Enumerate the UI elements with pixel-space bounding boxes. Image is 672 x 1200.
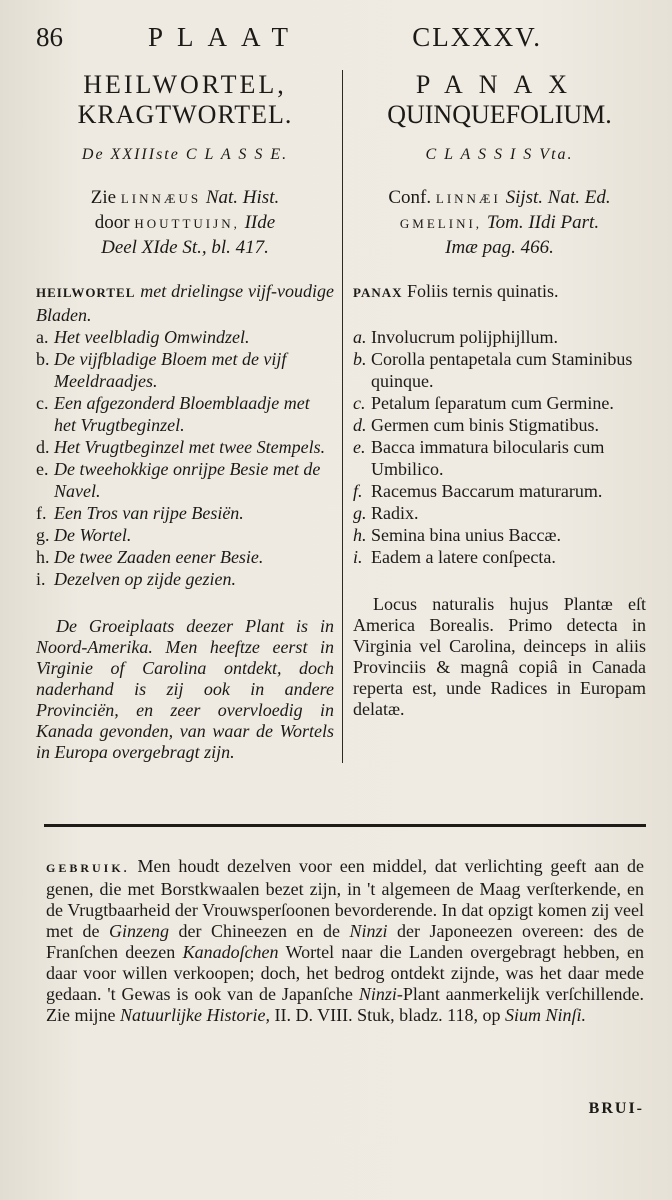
latin-title-line1: PANAX xyxy=(415,70,584,99)
horizontal-rule xyxy=(44,824,646,827)
legend-item-text: Corolla pentapetala cum Staminibus quinque. xyxy=(371,349,633,391)
latin-legend-item xyxy=(353,436,646,480)
dutch-reference: Zie LINNÆUS Nat. Hist. door HOUTTUIJN, IIde Deel XIde St., bl. 417. xyxy=(90,187,280,258)
latin-legend-item xyxy=(353,414,646,436)
dutch-legend-item xyxy=(36,458,334,502)
dutch-legend-item xyxy=(36,546,334,568)
catchword: BRUI- xyxy=(588,1100,644,1117)
dutch-legend-item xyxy=(36,502,334,524)
dutch-legend-item xyxy=(36,524,334,546)
latin-title-line2: QUINQUEFOLIUM. xyxy=(387,100,612,129)
legend-item-text: De tweehokkige onrijpe Besie met de Navel. xyxy=(54,459,321,501)
legend-item-text: De vijfbladige Bloem met de vijf Meeldraadjes. xyxy=(54,349,287,391)
legend-item-text: Semina bina unius Baccæ. xyxy=(371,525,561,545)
legend-item-label: d. xyxy=(353,415,367,435)
legend-item-label: e. xyxy=(353,437,366,457)
legend-item-text: Racemus Baccarum maturarum. xyxy=(371,481,603,501)
legend-item-text: Petalum ſeparatum cum Germine. xyxy=(371,393,614,413)
dutch-title-line2: KRAGTWORTEL. xyxy=(77,100,293,129)
plate-number: CLXXXV. xyxy=(412,22,542,52)
latin-locus: Locus naturalis hujus Plantæ eſt America Borealis. Primo detecta in Virginia vel Carolina, deinceps in aliis Provinciis & magnâ copiâ in Canada reperta est, unde Radices in Europam delatæ. xyxy=(353,594,646,719)
latin-legend-item xyxy=(353,348,646,392)
legend-item-label: f. xyxy=(353,481,363,501)
page-number: 86 xyxy=(36,22,63,52)
legend-item-text: Involucrum polijphijllum. xyxy=(371,327,558,347)
legend-item-label: h. xyxy=(353,525,367,545)
dutch-title-line1: HEILWORTEL, xyxy=(83,70,287,99)
dutch-legend-item xyxy=(36,568,334,590)
latin-column xyxy=(342,70,646,763)
latin-legend-item xyxy=(353,546,646,568)
dutch-legend-heading: HEILWORTEL met drielingse vijf-voudige Bladen. xyxy=(36,281,334,325)
legend-item-label: g. xyxy=(36,525,50,545)
legend-item-text: Het Vrugtbeginzel met twee Stempels. xyxy=(54,437,326,457)
legend-item-text: Bacca immatura bilocularis cum Umbilico. xyxy=(371,437,605,479)
gebruik-label: GEBRUIK. xyxy=(46,861,130,875)
legend-item-label: i. xyxy=(36,569,46,589)
legend-item-label: f. xyxy=(36,503,47,523)
legend-item-text: De twee Zaaden eener Besie. xyxy=(54,547,264,567)
legend-item-label: e. xyxy=(36,459,49,479)
dutch-legend-item xyxy=(36,326,334,348)
legend-item-label: h. xyxy=(36,547,50,567)
latin-reference: Conf. LINNÆI Sijst. Nat. Ed. GMELINI, Tom. IIdi Part. Imæ pag. 466. xyxy=(388,187,611,258)
legend-item-label: d. xyxy=(36,437,50,457)
latin-legend-item xyxy=(353,502,646,524)
page-header xyxy=(36,22,542,53)
latin-figure-legend xyxy=(353,280,646,568)
legend-item-label: a. xyxy=(36,327,49,347)
legend-item-label: b. xyxy=(36,349,50,369)
dutch-legend-item xyxy=(36,348,334,392)
gebruik-paragraph: GEBRUIK. Men houdt dezelven voor een middel, dat verlichting geeft aan de genen, die met Borstkwaalen bezet zijn, in 't algemeen de Maag verſterkende, en de Vrugtbaarheid der Vrouwsperſoonen bevorderende. In dat opzigt komen zij veel met de Ginzeng der Chineezen en de Ninzi der Japoneezen overeen: des de Franſchen deezen Kanadoſchen Wortel naar die Landen overgebragt hebben, en daar voor willen verkoopen; doch, het bedrog ontdekt zijnde, was het daar mede gedaan. 't Gewas is ook van de Japanſche Ninzi-Plant aanmerkelijk verſchillende. Zie mijne Natuurlijke Historie, II. D. VIII. Stuk, bladz. 118, op Sium Ninſi. xyxy=(46,856,645,1025)
legend-item-label: g. xyxy=(353,503,367,523)
dutch-locus: De Groeiplaats deezer Plant is in Noord-Amerika. Men heeftze eerst in Virginie of Carolina ontdekt, doch naderhand is zij ook in andere Provinciën, en zeer overvloedig in Kanada gevonden, van waar de Wortels in Europa overgebragt zijn. xyxy=(36,616,334,762)
dutch-classe: De XXIIIste C L A S S E. xyxy=(81,146,289,163)
legend-item-label: c. xyxy=(36,393,49,413)
legend-item-text: Germen cum binis Stigmatibus. xyxy=(371,415,599,435)
two-column-body xyxy=(36,70,646,763)
plate-word: PLAAT xyxy=(148,22,303,52)
latin-legend-item xyxy=(353,326,646,348)
legend-item-label: a. xyxy=(353,327,367,347)
latin-legend-item xyxy=(353,392,646,414)
latin-legend-item xyxy=(353,524,646,546)
dutch-legend-item xyxy=(36,392,334,436)
legend-item-label: c. xyxy=(353,393,366,413)
legend-item-text: Radix. xyxy=(371,503,419,523)
latin-classe: C L A S S I S Vta. xyxy=(425,146,574,163)
legend-item-text: Een Tros van rijpe Besiën. xyxy=(54,503,244,523)
legend-item-text: De Wortel. xyxy=(54,525,132,545)
legend-item-label: i. xyxy=(353,547,363,567)
legend-item-text: Het veelbladig Omwindzel. xyxy=(54,327,250,347)
latin-legend-item xyxy=(353,480,646,502)
legend-item-text: Dezelven op zijde gezien. xyxy=(54,569,236,589)
legend-item-text: Een afgezonderd Bloemblaadje met het Vrugtbeginzel. xyxy=(54,393,310,435)
legend-item-label: b. xyxy=(353,349,367,369)
legend-item-text: Eadem a latere conſpecta. xyxy=(371,547,556,567)
dutch-column xyxy=(36,70,342,763)
dutch-legend-item xyxy=(36,436,334,458)
latin-legend-heading: PANAX Foliis ternis quinatis. xyxy=(353,281,559,301)
dutch-figure-legend xyxy=(36,280,334,590)
